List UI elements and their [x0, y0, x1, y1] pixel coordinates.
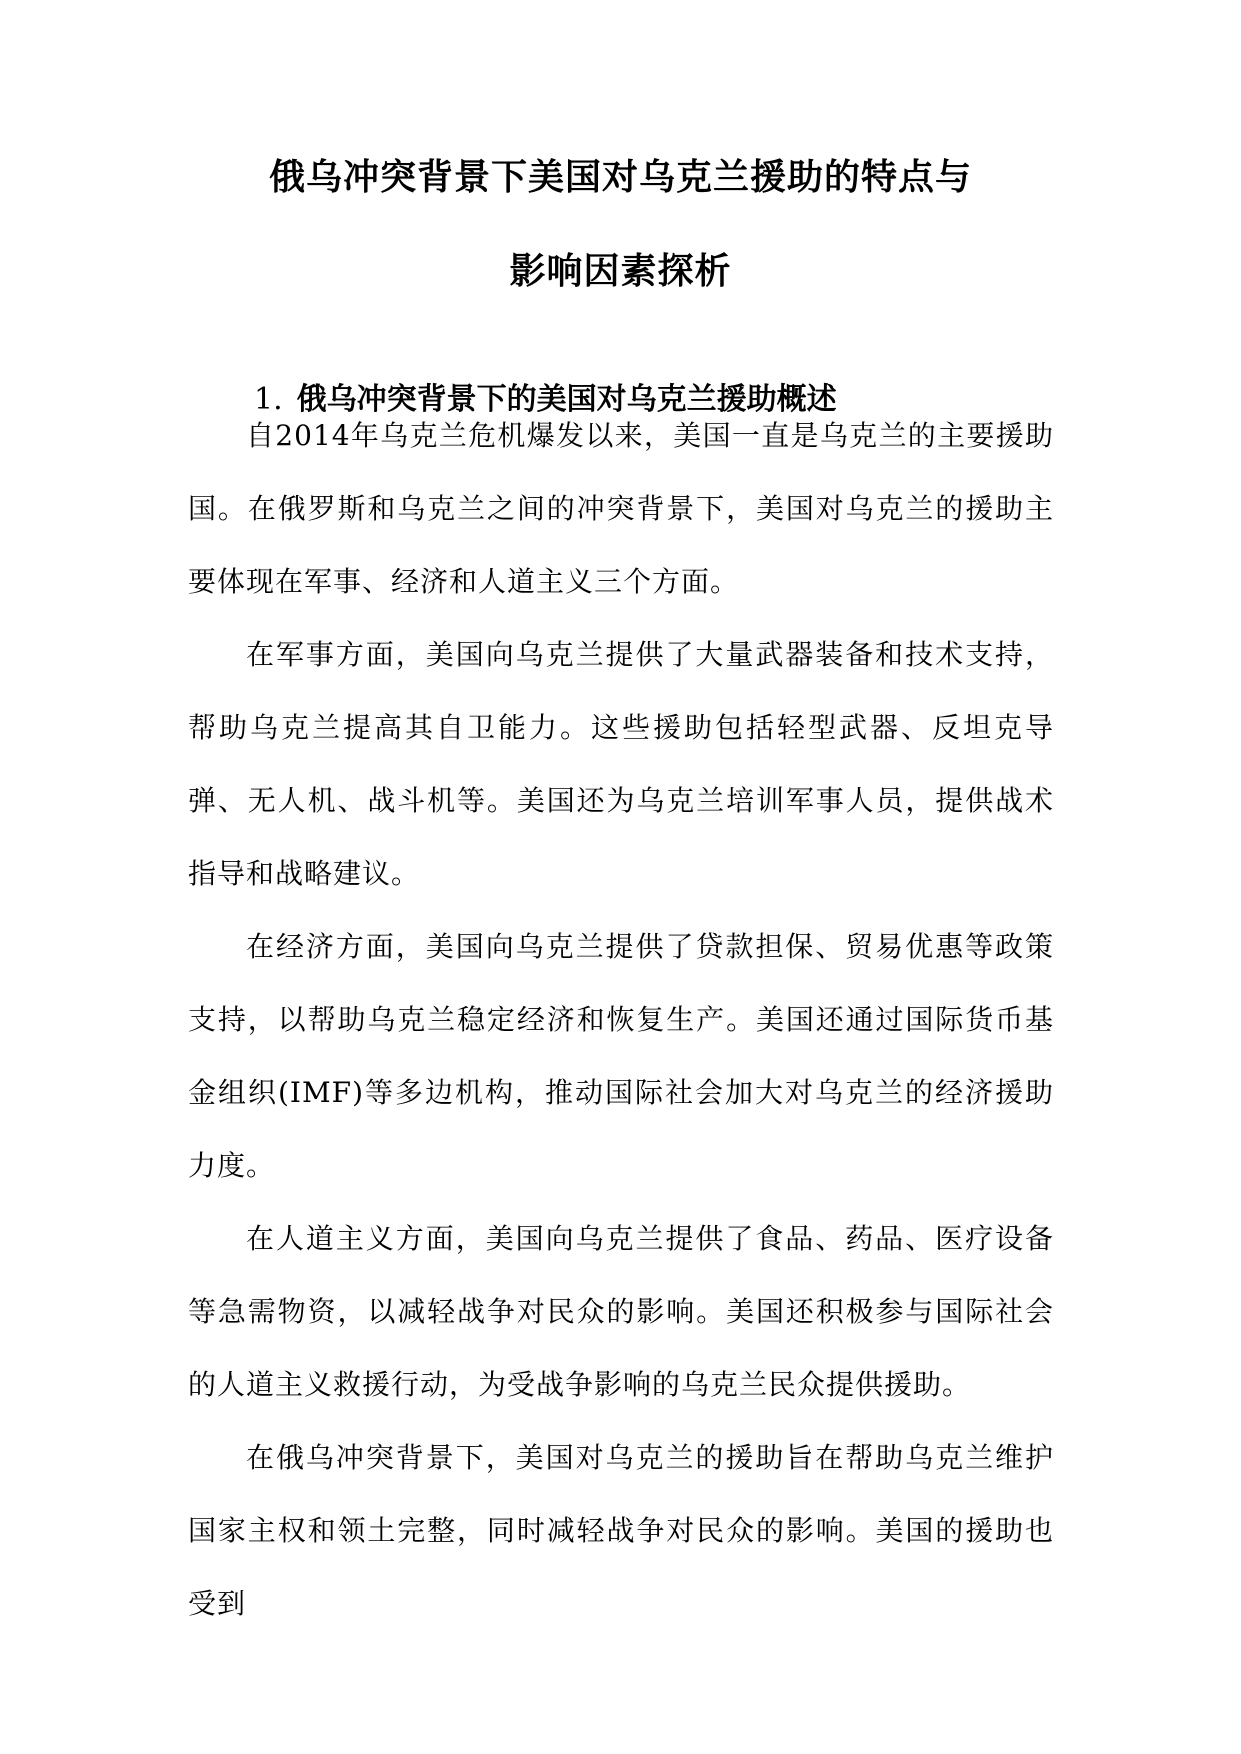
paragraph: 在军事方面，美国向乌克兰提供了大量武器装备和技术支持，帮助乌克兰提高其自卫能力。这些援助包括轻型武器、反坦克导弹、无人机、战斗机等。美国还为乌克兰培训军事人员，提供战术指导和战略建议。	[188, 638, 1054, 890]
document-title-line-2: 影响因素探析	[509, 251, 732, 292]
document-title-line-1: 俄乌冲突背景下美国对乌克兰援助的特点与	[268, 157, 972, 198]
section-title: 俄乌冲突背景下的美国对乌克兰援助概述	[296, 382, 837, 417]
body-text	[188, 399, 1054, 1640]
paragraph: 自2014年乌克兰危机爆发以来，美国一直是乌克兰的主要援助国。在俄罗斯和乌克兰之间的冲突背景下，美国对乌克兰的援助主要体现在军事、经济和人道主义三个方面。	[188, 419, 1054, 598]
section-number: 1.	[254, 382, 283, 417]
paragraph: 在俄乌冲突背景下，美国对乌克兰的援助旨在帮助乌克兰维护国家主权和领土完整，同时减轻战争对民众的影响。美国的援助也受到	[188, 1441, 1054, 1620]
paragraph: 在人道主义方面，美国向乌克兰提供了食品、药品、医疗设备等急需物资，以减轻战争对民众的影响。美国还积极参与国际社会的人道主义救援行动，为受战争影响的乌克兰民众提供援助。	[188, 1222, 1054, 1401]
paragraph: 在经济方面，美国向乌克兰提供了贷款担保、贸易优惠等政策支持，以帮助乌克兰稳定经济和恢复生产。美国还通过国际货币基金组织(IMF)等多边机构，推动国际社会加大对乌克兰的经济援助力度。	[188, 930, 1054, 1182]
